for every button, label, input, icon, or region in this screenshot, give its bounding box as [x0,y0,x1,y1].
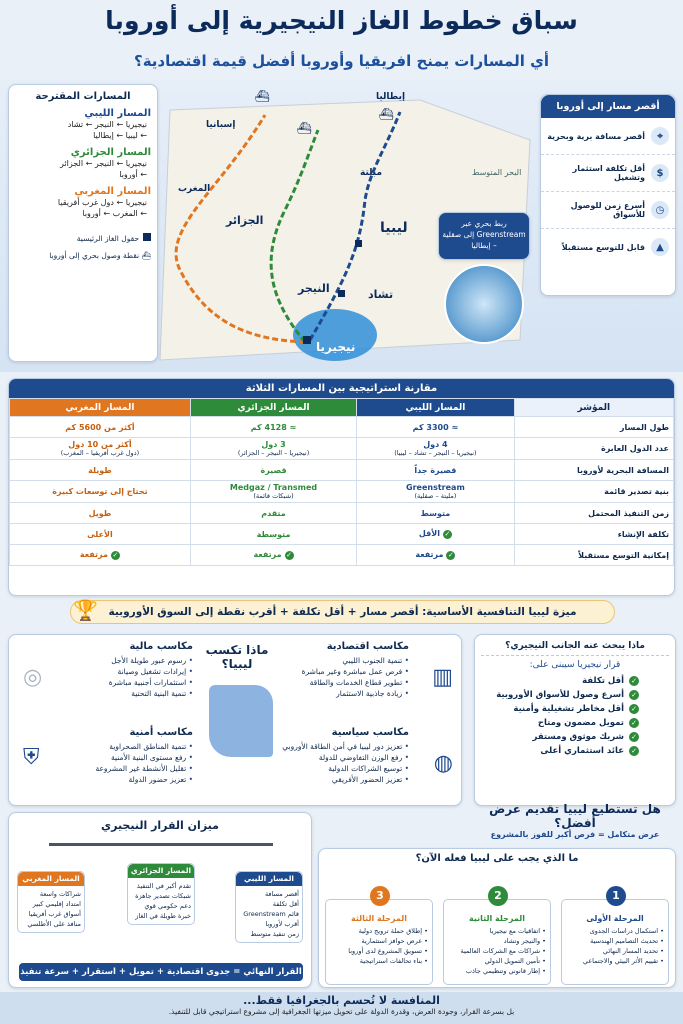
list-item: • رفع مستوى البنية الأمنية [65,752,193,763]
table-row [10,524,674,545]
cell-note: (مليتة – صقلية) [414,492,457,500]
cell-algeria: ≈ 4128 كم [190,417,356,438]
legend-sea-point [15,251,151,260]
list-item: زمن تنفيذ متوسط [250,930,299,938]
row-indicator: زمن التنفيذ المحتمل [514,503,673,524]
gains-financial [65,641,193,699]
list-item: شراكات واسعة [39,890,81,898]
list-item: خبرة طويلة في الغاز [135,912,191,920]
cell-value: Greenstream [406,483,465,492]
gains-political [259,727,409,785]
cell-morocco: أكثر من 5600 كم [10,417,191,438]
list-item: منافذ على الأطلسي [27,920,81,928]
location-pin-icon: ⌖ [651,127,669,145]
scale-beam [49,843,273,846]
balance-card-morocco [17,871,85,933]
legend-route-path: نيجيريا ← النيجر ← الجزائر [59,159,147,168]
list-item: • تقليل الأنشطة غير المشروعة [65,763,193,774]
list-item: أقل تكلفة [272,900,299,908]
legend-gas-fields-label: حقول الغاز الرئيسية [76,234,139,243]
list-item: • اتفاقيات مع نيجيريا [448,926,546,936]
pipeline-photo [444,264,524,344]
shortest-item-label: أسرع زمن للوصول للأسواق [570,201,645,219]
ship-icon: ⛴ [254,89,270,103]
list-item: • توسيع الشراكات الدولية [259,763,409,774]
cell-morocco: طويلة [10,460,191,481]
list-item: تقدم أكبر في التنفيذ [136,882,191,890]
label-libya: ليبيا [380,220,408,236]
list-item: • رسوم عبور طويلة الأجل [65,655,193,666]
row-indicator: طول المسار [514,417,673,438]
legend-sea-point-label: نقطة وصول بحري إلى أوروبا [49,251,140,260]
shortest-item [541,229,675,265]
list-item: • تقييم الأثر البيئي والاجتماعي [566,956,664,966]
gains-title: ماذا تكسب ليبيا؟ [205,643,269,671]
legend-route-libya [15,108,151,141]
list-item: ✓ أقل مخاطر تشغيلية وأمنية [481,702,639,716]
cell-value: Medgaz / Transmed [229,483,318,492]
list-item: شبكات تصدير جاهزة [135,892,191,900]
list-item: • عرض حوافز استثمارية [330,936,428,946]
list-item: • تسويق المشروع لدى أوروبا [330,946,428,956]
check-icon: ✓ [112,551,119,559]
balance-card-title: المسار المغربي [18,872,84,886]
cell-algeria: قصيرة [190,460,356,481]
list-item: • تحديث التصاميم الهندسية [566,936,664,946]
phase-title: المرحلة الأولى [586,914,644,923]
check-icon: ✓ [286,551,292,559]
comparison-table [9,398,674,566]
list-item: • والنيجر وتشاد [448,936,546,946]
legend-route-path: ← أوروبا [119,170,147,179]
row-indicator: تكلفة الإنشاء [514,524,673,545]
list-item: • تعزيز حضور الدولة [65,774,193,785]
legend-route-path: نيجيريا ← النيجر ← تشاد [67,120,147,129]
cell-algeria: متوسطة [190,524,356,545]
cell-algeria: متقدم [190,503,356,524]
cell-value: مرتفعة [253,550,282,559]
legend-route-path: ← المغرب ← أوروبا [82,209,147,218]
table-row [10,545,674,566]
cell-value: أكثر من 10 دول [68,440,132,449]
legend-route-algeria [15,147,151,180]
ship-icon: ⛴ [378,107,394,121]
label-chad: تشاد [368,288,394,301]
label-algeria: الجزائر [226,214,264,227]
gains-economic [269,641,409,699]
label-spain: إسبانيا [206,120,236,130]
list-item: • شراكات مع الشركات العالمية [448,946,546,956]
list-item: • تنمية البنية التحتية [65,688,193,699]
header-indicator: المؤشر [514,399,673,417]
label-morocco: المغرب [178,184,211,194]
shortest-item-label: قابل للتوسع مستقبلاً [561,242,645,252]
legend-title: المسارات المقترحة [35,91,131,102]
libya-map-icon [209,685,273,757]
gas-field-marker [303,336,311,344]
gains-economic-title: مكاسب اقتصادية [326,641,409,652]
footer-headline: المنافسة لا تُحسم بالجغرافيا فقط... [243,994,440,1007]
advantage-banner: ميزة ليبيا التنافسية الأساسية: أقصر مسار + أقل تكلفة + أقرب نقطة إلى السوق الأوروبية [70,600,615,624]
cell-morocco [10,545,191,566]
legend-route-name: المسار الجزائري [70,147,151,158]
table-row [10,481,674,503]
page-subtitle: أي المسارات يمنح افريقيا وأوروبا أفضل قيمة اقتصادية؟ [134,52,549,70]
gas-field-marker [355,240,362,247]
phase-number: 1 [606,886,626,906]
row-indicator: إمكانية التوسع مستقبلاً [514,545,673,566]
list-item: • تعزيز دور ليبيا في أمن الطاقة الأوروبي [259,741,409,752]
ship-icon: ⛴ [296,121,312,135]
legend-route-path: نيجيريا ← دول غرب أفريقيا [57,198,147,207]
balance-panel [8,812,312,988]
shortest-item-label: أقل تكلفة استثمار وتشغيل [572,164,645,182]
square-icon [143,233,151,241]
shortest-item [541,192,675,229]
legend-route-name: المسار المغربي [74,186,151,197]
list-item: • استكمال دراسات الجدوى [566,926,664,936]
label-malta: مبلتة [360,168,383,178]
list-item: امتداد إقليمي كبير [32,900,81,908]
dollar-icon: $ [651,164,669,182]
phase-1 [561,889,669,985]
footer [0,992,683,1024]
cell-morocco: الأعلى [10,524,191,545]
cell-morocco: تحتاج إلى توسعات كبيرة [10,481,191,503]
table-row [10,503,674,524]
cell-algeria [190,545,356,566]
list-item: • فرص عمل مباشرة وغير مباشرة [269,666,409,677]
globe-icon: ◍ [433,751,453,776]
table-header-row [10,399,674,417]
row-indicator: عدد الدول العابرة [514,438,673,460]
check-icon: ✓ [448,551,454,559]
comparison-table-panel [8,378,675,596]
shortest-route-panel [540,94,676,296]
nigeria-title: ماذا يبحث عنه الجانب النيجيري؟ [481,641,669,656]
table-row [10,438,674,460]
cell-note: (شبكات قائمة) [253,492,294,500]
label-med-sea: البحر المتوسط [472,168,522,177]
nigeria-panel [474,634,676,806]
row-indicator: بنية تصدير قائمة [514,481,673,503]
list-item: • رفع الوزن التفاوضي للدولة [259,752,409,763]
header-algeria: المسار الجزائري [190,399,356,417]
growth-chart-icon: ▲ [651,238,669,256]
list-item: • تحديد المسار النهائي [566,946,664,956]
list-item: ✓ عائد استثماري أعلى [481,744,639,758]
cell-algeria [190,481,356,503]
can-libya-question: هل تستطيع ليبيا تقديم عرض أفضل؟ [489,802,661,830]
phase-2 [443,889,551,985]
phase-3 [325,889,433,985]
cell-note: (نيجيريا – النيجر – الجزائر) [237,449,310,457]
list-item: أقرب لأوروبا [265,920,299,928]
ship-icon: ⛴ [139,251,151,260]
cell-morocco: طويل [10,503,191,524]
cell-libya: متوسط [357,503,514,524]
list-item: • زيادة جاذبية الاستثمار [269,688,409,699]
shortest-item-label: أقصر مسافة برية وبحرية [547,131,645,141]
gains-security [65,727,193,785]
comparison-table-title: مقارنة استراتيجية بين المسارات الثلاثة [9,379,674,398]
legend-route-name: المسار الليبي [84,108,151,119]
cell-value: الأقل [418,529,440,538]
shortest-title: أقصر مسار إلى أوروبا [541,95,675,118]
gains-panel [8,634,462,806]
stopwatch-icon: ◷ [651,201,669,219]
list-item: • تعزيز الحضور الأفريقي [259,774,409,785]
greenstream-callout: ربط بحري عبر Greenstream إلى صقلية – إيطاليا [438,212,530,260]
balance-card-libya [235,871,303,943]
list-item: • تنمية المناطق الصحراوية [65,741,193,752]
gas-field-marker [338,290,345,297]
list-item: • تنمية الجنوب الليبي [269,655,409,666]
list-item: دعم حكومي قوي [144,902,191,910]
list-item: • إطار قانوني وتنظيمي جاذب [448,966,546,976]
cell-value: 3 دول [261,440,286,449]
cell-morocco [10,438,191,460]
bar-chart-icon: ▥ [432,665,453,690]
table-row [10,460,674,481]
header-libya: المسار الليبي [357,399,514,417]
cell-libya: قصيرة جداً [357,460,514,481]
shield-icon: ⛨ [23,745,40,770]
legend-gas-fields [15,233,151,243]
page-title: سباق خطوط الغاز النيجيرية إلى أوروبا [105,6,578,35]
nigeria-subtitle: قرار نيجيريا سيبنى على: [529,660,621,670]
trophy-icon: 🏆 [73,598,98,622]
check-icon: ✓ [444,530,451,538]
phase-number: 2 [488,886,508,906]
list-item: • إطلاق حملة ترويج دولية [330,926,428,936]
cell-libya: ≈ 3300 كم [357,417,514,438]
cell-note: (دول غرب أفريقيا – المغرب) [60,449,140,457]
cell-libya [357,545,514,566]
header-morocco: المسار المغربي [10,399,191,417]
list-item: ✓ أقل تكلفة [481,674,639,688]
cell-value: مرتفعة [79,550,108,559]
phase-title: المرحلة الثانية [469,914,525,923]
balance-card-title: المسار الليبي [236,872,302,886]
label-nigeria: نيجيريا [316,340,356,354]
row-indicator: المسافة البحرية لأوروبا [514,460,673,481]
cell-algeria [190,438,356,460]
phase-title: المرحلة الثالثة [351,914,407,923]
list-item: • بناء تحالفات استراتيجية [330,956,428,966]
cell-value: مرتفعة [415,550,444,559]
coins-icon: ◎ [23,665,43,690]
list-item: • تأمين التمويل الدولي [448,956,546,966]
list-item: • إيرادات تشغيل وصيانة [65,666,193,677]
cell-libya [357,438,514,460]
list-item: • تطوير قطاع الخدمات والطاقة [269,677,409,688]
cell-value: 4 دول [423,440,448,449]
gains-security-title: مكاسب أمنية [129,727,193,738]
shortest-item [541,118,675,155]
shortest-item [541,155,675,192]
table-row [10,417,674,438]
final-decision-bar: القرار النهائي = جدوى اقتصادية + تمويل + استقرار + سرعة تنفيذ [19,963,303,981]
legend-route-morocco [15,186,151,219]
phases-title: ما الذي يجب على ليبيا فعله الآن؟ [415,853,579,864]
balance-card-title: المسار الجزائري [128,864,194,878]
legend-route-path: ← ليبيا ← إيطاليا [93,131,147,140]
cell-libya [357,524,514,545]
label-niger: النيجر [298,282,330,295]
phase-number: 3 [370,886,390,906]
gains-financial-title: مكاسب مالية [129,641,193,652]
list-item: أسواق غرب أفريقيا [28,910,81,918]
list-item: ✓ تمويل مضمون ومتاح [481,716,639,730]
list-item: ✓ أسرع وصول للأسواق الأوروبية [481,688,639,702]
can-libya-subtext: عرض متكامل = فرص أكبر للفوز بالمشروع [490,830,660,839]
footer-text: بل بسرعة القرار، وجودة العرض، وقدرة الدولة على تحويل ميزتها الجغرافية إلى مشروع استراتيجي قابل للتنفيذ. [168,1007,515,1016]
list-item: أقصر مسافة [264,890,299,898]
phases-panel [318,848,676,988]
cell-libya [357,481,514,503]
list-item: • استثمارات أجنبية مباشرة [65,677,193,688]
balance-card-algeria [127,863,195,925]
list-item: قائم Greenstream [243,910,299,918]
label-italy: إيطاليا [376,92,406,102]
list-item: ✓ شريك موثوق ومستقر [481,730,639,744]
can-libya-block [474,802,676,844]
routes-legend [8,84,158,362]
cell-note: (نيجيريا – النيجر – تشاد – ليبيا) [394,449,477,457]
balance-title: ميزان القرار النيجيري [101,819,219,832]
gains-political-title: مكاسب سياسية [331,727,409,738]
